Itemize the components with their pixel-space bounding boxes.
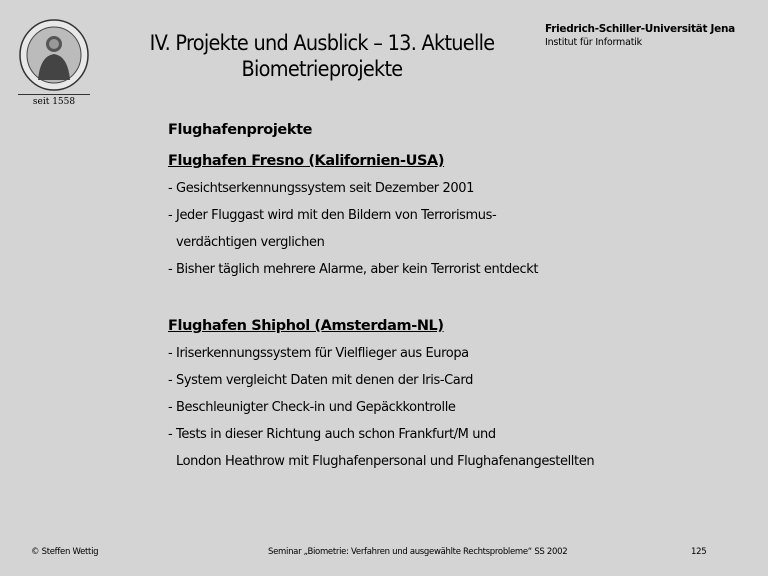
bullet-continuation: London Heathrow mit Flughafenpersonal und Flughafenangestellten [176,454,595,469]
bullet: - Iriserkennungssystem für Vielflieger aus Europa [168,346,469,361]
slide-title [136,30,508,82]
title-line-2: Biometrieprojekte [241,57,403,81]
bullet-continuation: verdächtigen verglichen [176,235,325,250]
page-number: 125 [691,547,707,557]
bullet: - Tests in dieser Richtung auch schon Frankfurt/M und [168,427,496,442]
footer-author: © Steffen Wettig [31,547,99,557]
bullet: - Beschleunigter Check-in und Gepäckkontrolle [168,400,456,415]
university-seal-logo [18,18,90,92]
logo-caption: seit 1558 [32,97,76,107]
footer-seminar: Seminar „Biometrie: Verfahren und ausgewählte Rechtsprobleme“ SS 2002 [268,547,568,557]
bullet: - Gesichtserkennungssystem seit Dezember 2001 [168,181,474,196]
logo-divider [18,94,90,95]
university-name: Friedrich-Schiller-Universität Jena [545,23,735,35]
bullet: - Bisher täglich mehrere Alarme, aber kein Terrorist entdeckt [168,262,539,277]
title-line-1: IV. Projekte und Ausblick – 13. Aktuelle [149,31,495,55]
bullet: - Jeder Fluggast wird mit den Bildern von Terrorismus- [168,208,497,223]
bullet: - System vergleicht Daten mit denen der Iris-Card [168,373,473,388]
section-title-shiphol: Flughafen Shiphol (Amsterdam-NL) [168,318,444,334]
institute-name: Institut für Informatik [545,37,642,48]
section-title-fresno: Flughafen Fresno (Kalifornien-USA) [168,153,445,169]
section-heading: Flughafenprojekte [168,122,313,138]
